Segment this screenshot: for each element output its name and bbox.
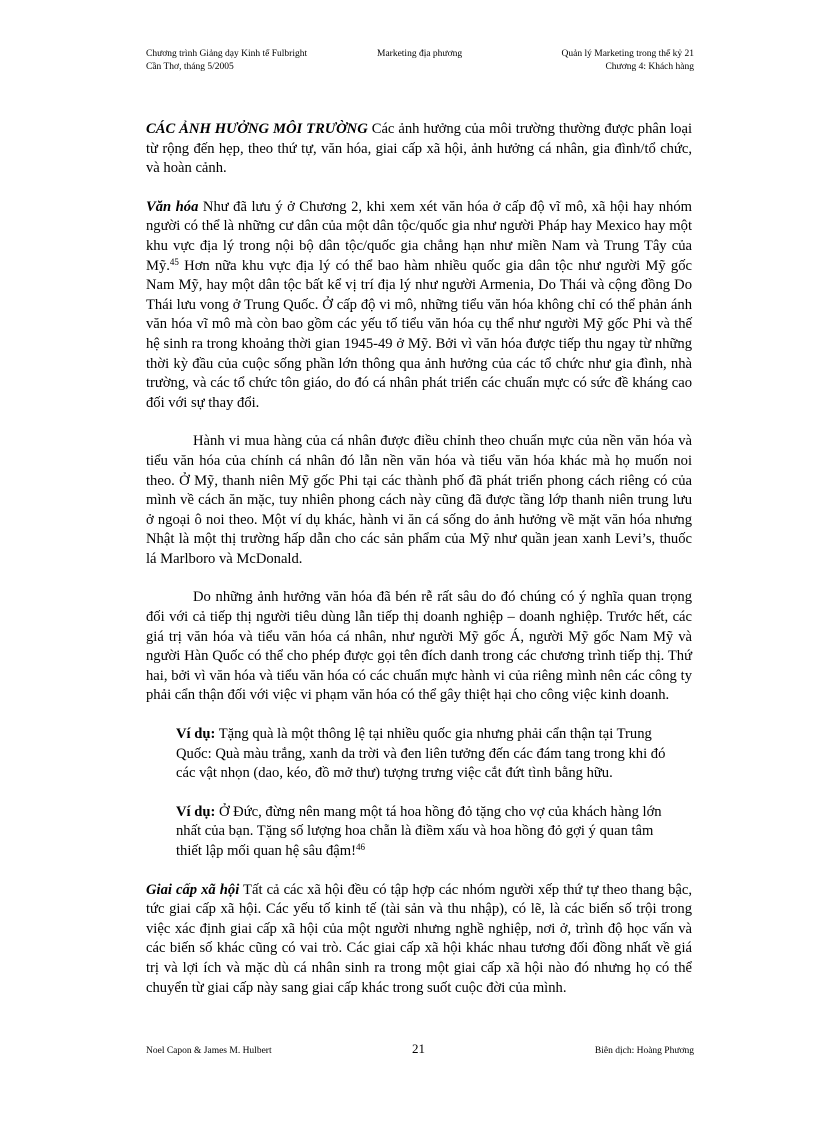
paragraph-purchase-behavior: Hành vi mua hàng của cá nhân được điều chỉnh theo chuẩn mực của nền văn hóa và tiểu văn hóa của chính cá nhân đó lẫn nền văn hóa và tiểu văn hóa khác mà họ muốn noi theo. Ở Mỹ, thanh niên Mỹ gốc Phi tại các thành phố đã phát triển phong cách riêng có của mình về cách ăn mặc, tuy nhiên phong cách này cũng đã được tầng lớp thanh niên trung lưu ở ngoại ô noi theo. Một ví dụ khác, hành vi ăn cá sống do ảnh hưởng về mặt văn hóa nhưng Nhật là một thị trường hấp dẫn cho các sản phẩm của Mỹ như quần jean xanh Levi’s, thuốc lá Marlboro và McDonald.	[146, 433, 692, 567]
paragraph-environmental-influences	[146, 120, 692, 179]
header-chapter: Chương 4: Khách hàng	[605, 62, 694, 72]
section-heading-culture: Văn hóa	[146, 198, 199, 215]
document-body	[146, 120, 692, 1017]
header-place-date: Cần Thơ, tháng 5/2005	[146, 62, 234, 72]
footnote-ref-45: 45	[169, 256, 179, 267]
example-china	[146, 725, 692, 784]
page-number: 21	[412, 1041, 425, 1056]
example-text: Tặng quà là một thông lệ tại nhiều quốc gia nhưng phải cẩn thận tại Trung Quốc: Quà màu trắng, xanh da trời và đen liên tưởng đến các đám tang trong khi đó các vật nhọn (dao, kéo, đồ mở thư) tượng trưng việc cắt đứt tình bằng hữu.	[176, 726, 666, 782]
footnote-ref-46: 46	[355, 842, 365, 852]
paragraph-text: Hơn nữa khu vực địa lý có thể bao hàm nhiều quốc gia dân tộc như người Mỹ gốc Nam Mỹ, hay một dân tộc bất kể vị trí địa lý như người Armenia, Do Thái và cộng đồng Do Thái lưu vong ở Trung Quốc. Ở cấp độ vi mô, những tiểu văn hóa không chỉ có thể phản ánh văn hóa vĩ mô mà còn bao gồm các yếu tố tiểu văn hóa cụ thể như người Mỹ gốc Phi và thế hệ sinh ra trong khoảng thời gian 1945-49 ở Mỹ. Bởi vì văn hóa được tiếp thu ngay từ những thời kỳ đầu của cuộc sống phần lớn thông qua ảnh hưởng của các tổ chức như gia đình, nhà trường, và các tổ chức tôn giáo, do đó cá nhân phát triển các chuẩn mực có sức đề kháng cao đối với sự thay đổi.	[146, 257, 692, 411]
section-heading-environment: CÁC ẢNH HƯỞNG MÔI TRƯỜNG	[146, 121, 368, 137]
example-germany	[146, 803, 692, 862]
header-left	[146, 48, 307, 74]
example-text: Ở Đức, đừng nên mang một tá hoa hồng đỏ tặng cho vợ của khách hàng lớn nhất của bạn. Tặng số lượng hoa chẵn là điềm xấu và hoa hồng đỏ gợi ý quan tâm thiết lập mối quan hệ sâu đậm!	[176, 803, 662, 859]
paragraph-culture	[146, 198, 692, 414]
footer-authors: Noel Capon & James M. Hulbert	[146, 1046, 272, 1056]
paragraph-social-class	[146, 881, 692, 999]
paragraph-text: Như đã lưu ý ở Chương 2, khi xem xét văn hóa ở cấp độ vĩ mô, xã hội hay nhóm người có thể là những cư dân của một dân tộc/quốc gia như người Pháp hay Mexico hay một khu vực địa lý trong nội bộ dân tộc/quốc gia chẳng hạn như miền Nam và Trung Tây của Mỹ.	[146, 198, 692, 274]
header-book-title: Quản lý Marketing trong thế kỷ 21	[561, 49, 694, 59]
paragraph-cultural-implications: Do những ảnh hưởng văn hóa đã bén rễ rất sâu do đó chúng có ý nghĩa quan trọng đối với cả tiếp thị người tiêu dùng lẫn tiếp thị doanh nghiệp – doanh nghiệp. Trước hết, các giá trị văn hóa và tiểu văn hóa cá nhân, như người Mỹ gốc Á, người Mỹ gốc Nam Mỹ và người Hàn Quốc có thể cho phép được gọi tên đích danh trong các chương trình tiếp thị. Thứ hai, bởi vì văn hóa và tiểu văn hóa có các chuẩn mực hành vi của riêng mình nên các công ty phải cẩn thận đối với việc vi phạm văn hóa có thể gây thiệt hại cho công việc kinh doanh.	[146, 589, 692, 704]
header-program: Chương trình Giảng dạy Kinh tế Fulbright	[146, 49, 308, 59]
section-heading-social-class: Giai cấp xã hội	[146, 881, 240, 898]
example-label: Ví dụ:	[176, 803, 216, 820]
paragraph-text: Tất cả các xã hội đều có tập hợp các nhóm người xếp thứ tự theo thang bậc, tức giai cấp xã hội. Các yếu tố kinh tế (tài sản và thu nhập), có lẽ, là các biến số trội trong việc xác định giai cấp xã hội của một người nhưng nghề nghiệp, nơi ở, trình độ học vấn và các biến số khác cũng có vai trò. Các giai cấp xã hội khác nhau tương đối đồng nhất về giá trị và lợi ích và mặc dù cá nhân sinh ra trong một giai cấp xã hội nào đó nhưng họ có thể chuyển từ giai cấp này sang giai cấp khác trong suốt cuộc đời của mình.	[146, 881, 692, 996]
footer-translator: Biên dịch: Hoàng Phương	[594, 1046, 694, 1056]
example-label: Ví dụ:	[176, 726, 216, 743]
header-center: Marketing địa phương	[377, 49, 463, 59]
paragraph-text: Các ảnh hưởng của môi trường thường được phân loại từ rộng đến hẹp, theo thứ tự, văn hóa, giai cấp xã hội, ảnh hưởng cá nhân, gia đình/tổ chức, và hoàn cảnh.	[146, 121, 693, 177]
header-right	[562, 48, 694, 74]
